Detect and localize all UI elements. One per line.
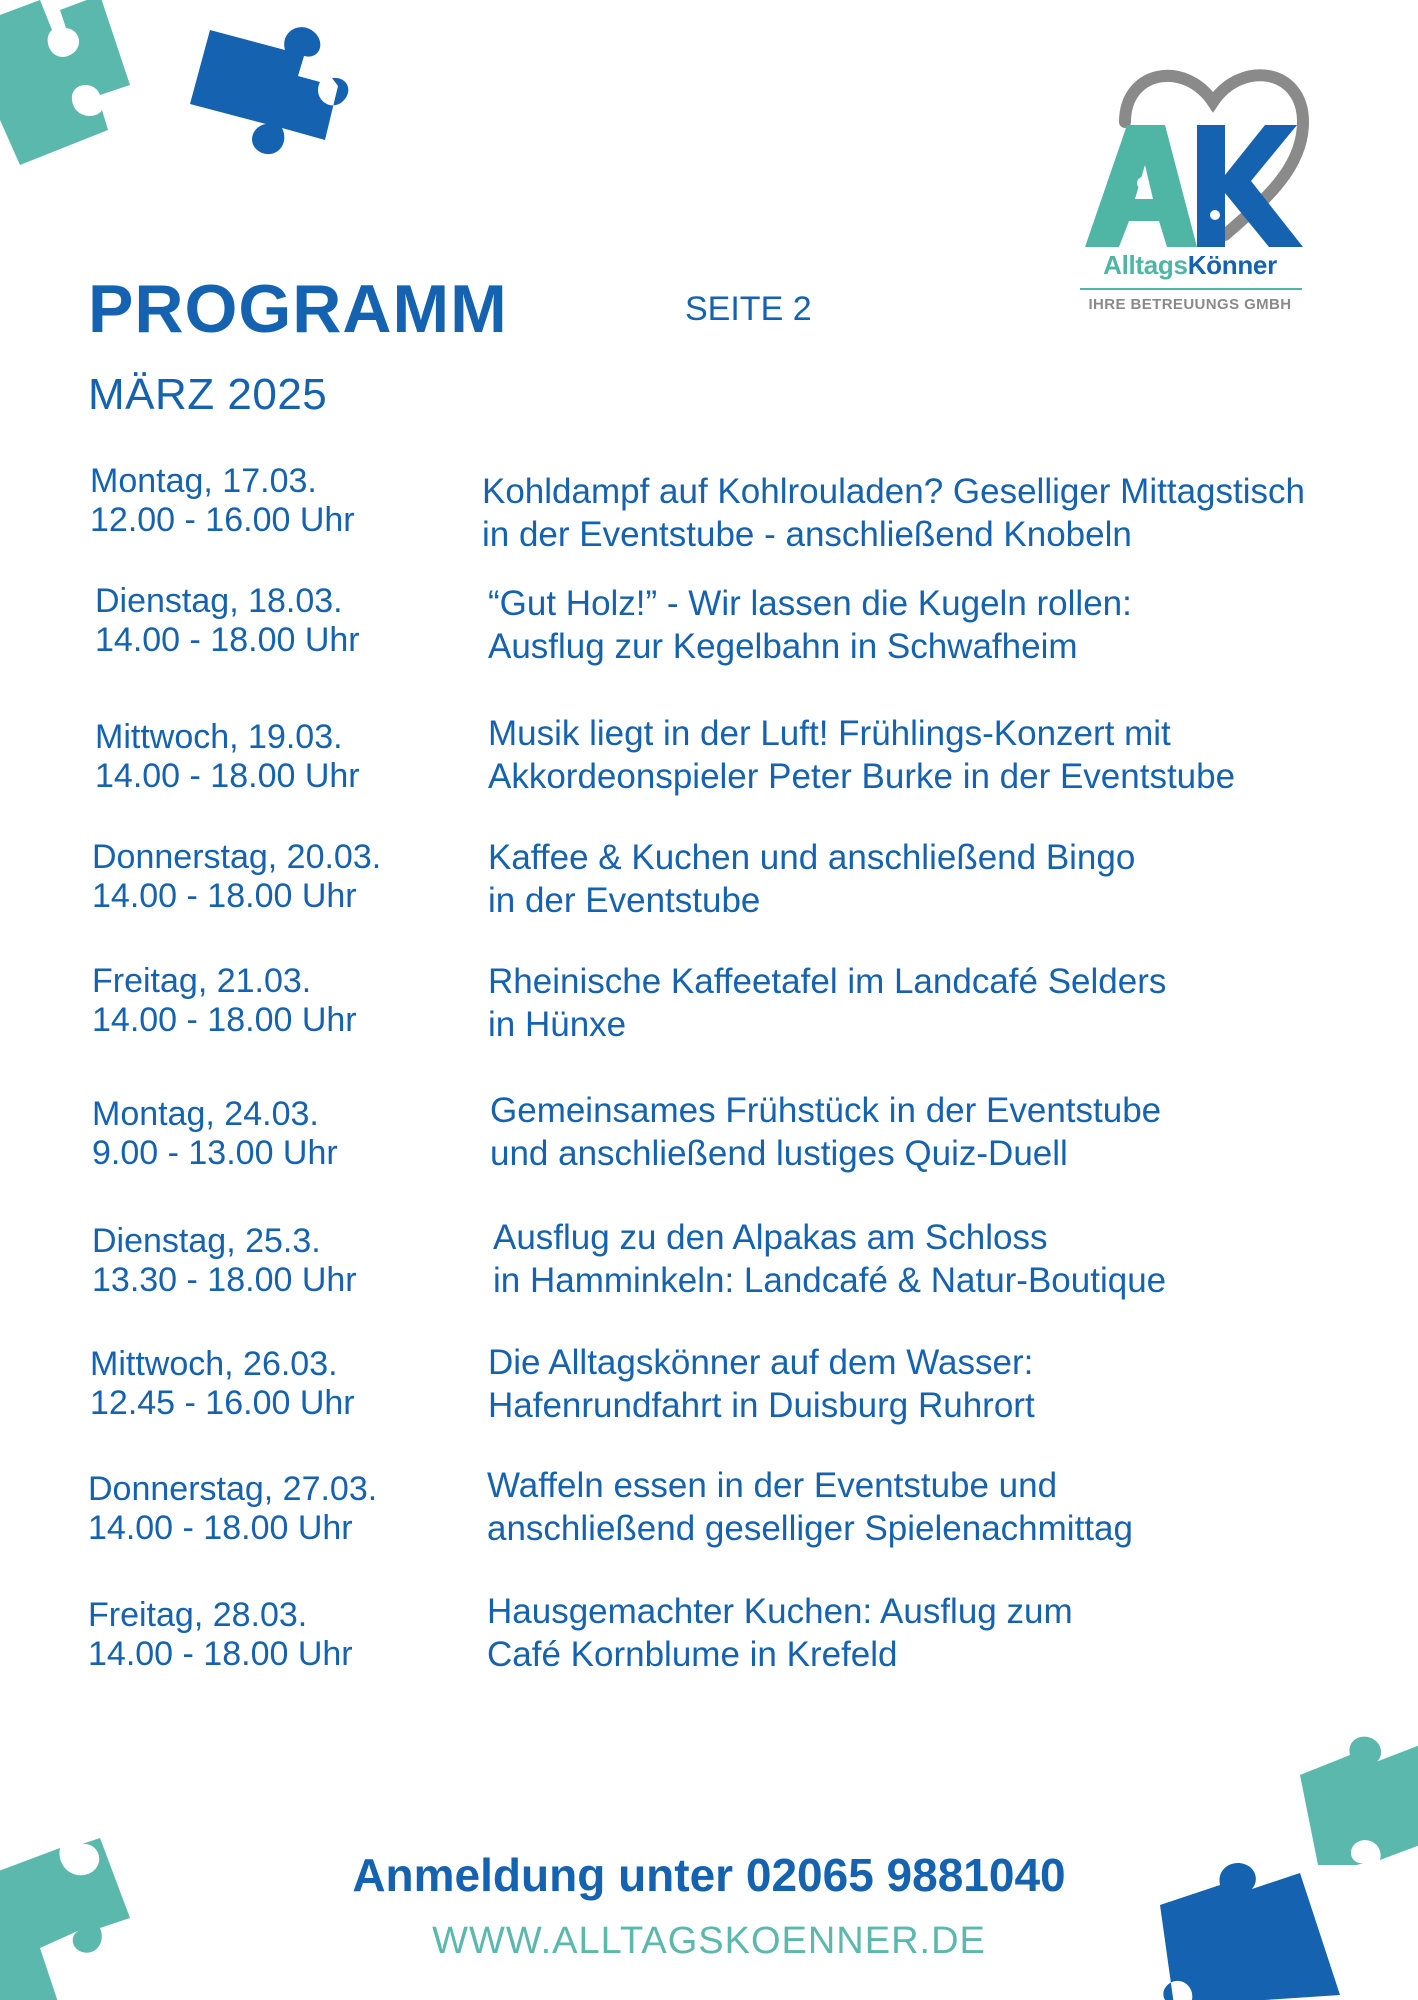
- event-time: 12.00 - 16.00 Uhr: [90, 501, 355, 539]
- event-row: [0, 1466, 1418, 1570]
- event-time: 14.00 - 18.00 Uhr: [92, 877, 357, 915]
- ak-letters-icon: [1085, 125, 1305, 250]
- event-line: in Hünxe: [488, 1005, 627, 1044]
- event-description: [487, 1590, 1397, 1676]
- event-time: 14.00 - 18.00 Uhr: [95, 621, 360, 659]
- event-line: “Gut Holz!” - Wir lassen die Kugeln rollen:: [488, 584, 1132, 623]
- website-link[interactable]: WWW.ALLTAGSKOENNER.DE: [432, 1920, 986, 1962]
- event-date: [95, 582, 475, 660]
- event-day: Donnerstag, 27.03.: [88, 1470, 378, 1508]
- event-date: [92, 838, 472, 916]
- event-day: Freitag, 21.03.: [92, 962, 312, 1000]
- event-date: [90, 462, 470, 540]
- event-day: Montag, 17.03.: [90, 462, 317, 500]
- event-line: und anschließend lustiges Quiz-Duell: [490, 1134, 1068, 1173]
- event-row: [0, 962, 1418, 1062]
- event-day: Freitag, 28.03.: [88, 1596, 308, 1634]
- event-row: [0, 714, 1418, 818]
- event-time: 14.00 - 18.00 Uhr: [88, 1635, 353, 1673]
- month-heading: MÄRZ 2025: [88, 370, 328, 419]
- event-date: [92, 1222, 472, 1300]
- event-day: Dienstag, 25.3.: [92, 1222, 321, 1260]
- event-row: [0, 1592, 1418, 1696]
- event-description: [482, 470, 1392, 556]
- event-date: [88, 1470, 468, 1548]
- event-description: [487, 1464, 1397, 1550]
- event-line: Musik liegt in der Luft! Frühlings-Konzert mit: [488, 714, 1171, 753]
- event-line: Hafenrundfahrt in Duisburg Ruhrort: [488, 1386, 1035, 1425]
- event-time: 12.45 - 16.00 Uhr: [90, 1384, 355, 1422]
- event-line: in der Eventstube - anschließend Knobeln: [482, 515, 1132, 554]
- event-row: [0, 462, 1418, 562]
- event-line: Waffeln essen in der Eventstube und: [487, 1466, 1058, 1505]
- event-description: [488, 1341, 1398, 1427]
- event-description: [488, 960, 1398, 1046]
- event-day: Mittwoch, 26.03.: [90, 1345, 338, 1383]
- event-description: [493, 1216, 1403, 1302]
- event-line: Ausflug zur Kegelbahn in Schwafheim: [488, 627, 1078, 666]
- logo-brand: AlltagsKönner: [1103, 250, 1277, 280]
- event-line: Die Alltagskönner auf dem Wasser:: [488, 1343, 1034, 1382]
- puzzle-piece-icon: [0, 0, 180, 175]
- event-time: 13.30 - 18.00 Uhr: [92, 1261, 357, 1299]
- event-row: [0, 582, 1418, 682]
- event-date: [95, 718, 475, 796]
- event-row: [0, 1345, 1418, 1445]
- event-line: Kohldampf auf Kohlrouladen? Geselliger Mittagstisch: [482, 472, 1305, 511]
- event-time: 14.00 - 18.00 Uhr: [92, 1001, 357, 1039]
- event-row: [0, 838, 1418, 938]
- event-row: [0, 1218, 1418, 1322]
- event-date: [92, 962, 472, 1040]
- event-line: Akkordeonspieler Peter Burke in der Eventstube: [488, 757, 1236, 796]
- logo-tagline: IHRE BETREUUNGS GMBH: [1088, 296, 1292, 313]
- event-line: Kaffee & Kuchen und anschließend Bingo: [488, 838, 1136, 877]
- event-line: in der Eventstube: [488, 881, 761, 920]
- event-day: Donnerstag, 20.03.: [92, 838, 382, 876]
- event-day: Mittwoch, 19.03.: [95, 718, 343, 756]
- event-date: [88, 1596, 468, 1674]
- event-description: [488, 836, 1398, 922]
- event-line: Gemeinsames Frühstück in der Eventstube: [490, 1091, 1162, 1130]
- event-time: 14.00 - 18.00 Uhr: [88, 1509, 353, 1547]
- event-line: Café Kornblume in Krefeld: [487, 1635, 898, 1674]
- event-date: [90, 1345, 470, 1423]
- puzzle-piece-icon: [180, 20, 360, 195]
- event-description: [488, 582, 1398, 668]
- event-line: Hausgemachter Kuchen: Ausflug zum: [487, 1592, 1073, 1631]
- logo-divider: [1080, 288, 1302, 290]
- event-time: 14.00 - 18.00 Uhr: [95, 757, 360, 795]
- company-logo: [1075, 50, 1355, 325]
- event-line: anschließend geselliger Spielenachmittag: [487, 1509, 1133, 1548]
- event-line: Ausflug zu den Alpakas am Schloss: [493, 1218, 1048, 1257]
- event-day: Dienstag, 18.03.: [95, 582, 343, 620]
- event-time: 9.00 - 13.00 Uhr: [92, 1134, 338, 1172]
- event-line: Rheinische Kaffeetafel im Landcafé Selders: [488, 962, 1167, 1001]
- page-number: SEITE 2: [685, 290, 812, 328]
- event-day: Montag, 24.03.: [92, 1095, 319, 1133]
- signup-phone: Anmeldung unter 02065 9881040: [352, 1849, 1066, 1901]
- event-description: [488, 712, 1398, 798]
- event-date: [92, 1095, 472, 1173]
- event-description: [490, 1089, 1400, 1175]
- event-line: in Hamminkeln: Landcafé & Natur-Boutique: [493, 1261, 1167, 1300]
- event-row: [0, 1091, 1418, 1195]
- page-title: PROGRAMM: [88, 271, 508, 347]
